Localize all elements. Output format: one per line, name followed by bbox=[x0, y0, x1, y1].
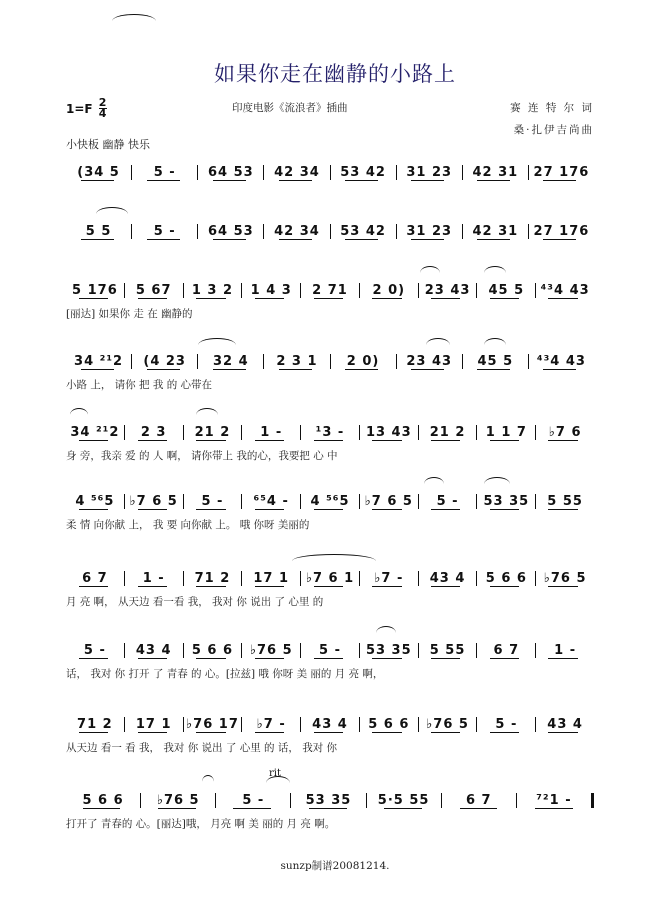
beam-line bbox=[384, 808, 422, 809]
lyric-line: [丽达] 如果你 走 在 幽静的 bbox=[66, 308, 193, 320]
measure: 5 55 bbox=[535, 494, 594, 509]
notation-row bbox=[66, 791, 594, 809]
measure: ♭7 6 1 bbox=[300, 571, 359, 586]
slur-mark bbox=[426, 338, 450, 345]
beam-line bbox=[233, 808, 271, 809]
composer-credit: 桑·扎伊吉尚曲 bbox=[513, 124, 594, 136]
measure: 6 7 bbox=[476, 643, 535, 658]
beam-line bbox=[79, 586, 108, 587]
measure: 53 35 bbox=[476, 494, 535, 509]
beam-line bbox=[213, 180, 246, 181]
measure: 4 ⁵⁶5 bbox=[300, 494, 359, 509]
measure: 5 6 6 bbox=[359, 717, 418, 732]
beam-line bbox=[372, 658, 401, 659]
beam-lines bbox=[66, 369, 594, 375]
measure: 43 4 bbox=[535, 717, 594, 732]
beam-line bbox=[279, 239, 312, 240]
beam-line bbox=[314, 658, 343, 659]
beam-line bbox=[279, 180, 312, 181]
measure: ⁴³4 43 bbox=[528, 354, 594, 369]
beam-line bbox=[431, 732, 460, 733]
measure: 2 71 bbox=[300, 283, 359, 298]
key-and-time bbox=[66, 98, 107, 119]
measure: 5·5 55 bbox=[366, 793, 441, 808]
beam-line bbox=[431, 298, 460, 299]
beam-line bbox=[314, 440, 343, 441]
beam-line bbox=[372, 586, 401, 587]
measure: 6 7 bbox=[82, 570, 108, 586]
slur-mark bbox=[484, 266, 506, 273]
beam-line bbox=[158, 808, 196, 809]
measure: 5 - bbox=[476, 717, 535, 732]
measure: 6 7 bbox=[441, 793, 516, 808]
beam-line bbox=[196, 509, 225, 510]
beam-line bbox=[345, 180, 378, 181]
measure: 32 4 bbox=[197, 354, 263, 369]
measure: ♭7 6 bbox=[535, 425, 594, 440]
measure: ♭76 5 bbox=[241, 643, 300, 658]
measure: 53 35 bbox=[290, 793, 365, 808]
beam-line bbox=[345, 239, 378, 240]
measure: 2 3 bbox=[124, 425, 183, 440]
measure: 45 5 bbox=[476, 283, 535, 298]
beam-line bbox=[411, 239, 444, 240]
measure: (4 23 bbox=[131, 354, 197, 369]
notation-row bbox=[66, 423, 594, 441]
beam-line bbox=[548, 732, 577, 733]
lyric-line: 小路 上， 请你 把 我 的 心带在 bbox=[66, 379, 213, 391]
beam-line bbox=[255, 586, 284, 587]
beam-line bbox=[460, 808, 498, 809]
beam-lines bbox=[66, 586, 594, 592]
beam-line bbox=[411, 180, 444, 181]
notation-row bbox=[66, 222, 594, 240]
beam-line bbox=[81, 369, 114, 370]
time-signature-top: 2 bbox=[98, 96, 107, 109]
song-subtitle: 印度电影《流浪者》插曲 bbox=[232, 102, 348, 114]
lyric-line bbox=[66, 247, 594, 263]
measure: 5 - bbox=[300, 643, 359, 658]
beam-line bbox=[255, 509, 284, 510]
beam-line bbox=[372, 440, 401, 441]
measure: ⁶⁵4 - bbox=[241, 494, 300, 509]
beam-line bbox=[490, 586, 519, 587]
measure: 21 2 bbox=[183, 425, 242, 440]
beam-line bbox=[490, 732, 519, 733]
slur-mark bbox=[196, 408, 218, 415]
beam-line bbox=[372, 298, 401, 299]
measure: 5 6 6 bbox=[476, 571, 535, 586]
measure: 1 - bbox=[535, 643, 594, 658]
measure: 43 4 bbox=[124, 643, 183, 658]
measure: 53 42 bbox=[330, 165, 396, 180]
measure: 2 0) bbox=[330, 354, 396, 369]
measure: 17 1 bbox=[241, 571, 300, 586]
measure: 64 53 bbox=[197, 224, 263, 239]
beam-line bbox=[490, 440, 519, 441]
measure: 1 - bbox=[241, 425, 300, 440]
beam-line bbox=[477, 180, 510, 181]
beam-line bbox=[477, 239, 510, 240]
key-signature: 1=F bbox=[66, 101, 93, 116]
measure: 5 - bbox=[183, 494, 242, 509]
measure: ♭7 6 5 bbox=[124, 494, 183, 509]
beam-line bbox=[79, 509, 108, 510]
beam-line bbox=[81, 180, 114, 181]
transcriber-note: sunzp制谱20081214. bbox=[280, 860, 390, 872]
measure: ♭7 - bbox=[359, 571, 418, 586]
beam-line bbox=[79, 658, 108, 659]
beam-line bbox=[490, 298, 519, 299]
beam-line bbox=[548, 298, 577, 299]
measure: 43 4 bbox=[300, 717, 359, 732]
slur-mark bbox=[484, 338, 506, 345]
lyric-line: 从天边 看一 看 我， 我对 你 说出 了 心里 的 话， 我对 你 bbox=[66, 742, 338, 754]
beam-line bbox=[255, 658, 284, 659]
measure: 42 34 bbox=[263, 224, 329, 239]
measure: ♭76 5 bbox=[535, 571, 594, 586]
measure: 5 5 bbox=[85, 223, 112, 239]
beam-line bbox=[196, 732, 225, 733]
beam-line bbox=[431, 440, 460, 441]
beam-line bbox=[345, 369, 378, 370]
beam-line bbox=[79, 732, 108, 733]
slur-mark bbox=[96, 207, 128, 214]
beam-line bbox=[138, 298, 167, 299]
beam-line bbox=[196, 440, 225, 441]
measure: 42 31 bbox=[462, 165, 528, 180]
measure: ♭76 5 bbox=[140, 793, 215, 808]
measure: 31 23 bbox=[396, 224, 462, 239]
beam-line bbox=[81, 239, 114, 240]
beam-line bbox=[543, 180, 576, 181]
measure: 5 55 bbox=[418, 643, 477, 658]
beam-line bbox=[147, 180, 180, 181]
beam-line bbox=[138, 440, 167, 441]
measure: 17 1 bbox=[124, 717, 183, 732]
beam-line bbox=[372, 732, 401, 733]
beam-lines bbox=[66, 658, 594, 664]
lyricist-credit: 赛 连 特 尔 词 bbox=[510, 102, 594, 114]
measure: 5 - bbox=[131, 165, 197, 180]
beam-line bbox=[477, 369, 510, 370]
measure: ♭7 6 5 bbox=[359, 494, 418, 509]
slur-mark bbox=[292, 554, 376, 561]
beam-line bbox=[147, 239, 180, 240]
beam-line bbox=[314, 509, 343, 510]
measure: 53 35 bbox=[359, 643, 418, 658]
measure: 13 43 bbox=[359, 425, 418, 440]
beam-line bbox=[147, 369, 180, 370]
slur-mark bbox=[420, 266, 440, 273]
beam-line bbox=[548, 658, 577, 659]
notation-row bbox=[66, 281, 594, 299]
time-signature-bottom: 4 bbox=[98, 107, 107, 120]
measure: ♭7 - bbox=[241, 717, 300, 732]
measure: 5 6 6 bbox=[183, 643, 242, 658]
beam-line bbox=[314, 586, 343, 587]
measure: ⁷²1 - bbox=[516, 793, 594, 808]
beam-line bbox=[138, 586, 167, 587]
measure: 71 2 bbox=[183, 571, 242, 586]
tempo-marking: 小快板 幽静 快乐 bbox=[66, 138, 150, 151]
beam-line bbox=[83, 808, 121, 809]
lyric-line: 柔 情 向你献 上， 我 要 向你献 上。 哦 你呀 美丽的 bbox=[66, 519, 310, 531]
measure: 1 3 2 bbox=[183, 283, 242, 298]
time-signature bbox=[99, 98, 107, 119]
measure: 5 176 bbox=[72, 282, 118, 298]
slur-mark bbox=[484, 477, 510, 484]
measure: 27 176 bbox=[528, 224, 594, 239]
measure: 64 53 bbox=[197, 165, 263, 180]
beam-line bbox=[138, 658, 167, 659]
measure: 23 43 bbox=[396, 354, 462, 369]
measure: 43 4 bbox=[418, 571, 477, 586]
slur-mark bbox=[112, 14, 156, 21]
notation-row bbox=[66, 352, 594, 370]
beam-line bbox=[490, 509, 519, 510]
beam-line bbox=[548, 586, 577, 587]
lyric-line bbox=[66, 188, 594, 204]
beam-line bbox=[543, 239, 576, 240]
measure: 23 43 bbox=[418, 283, 477, 298]
measure: ♭76 5 bbox=[418, 717, 477, 732]
beam-line bbox=[79, 440, 108, 441]
beam-line bbox=[279, 369, 312, 370]
beam-line bbox=[255, 732, 284, 733]
measure: 34 ²¹2 bbox=[70, 424, 120, 440]
beam-line bbox=[309, 808, 347, 809]
beam-lines bbox=[66, 440, 594, 446]
slur-mark bbox=[266, 776, 290, 783]
beam-line bbox=[314, 298, 343, 299]
beam-line bbox=[548, 440, 577, 441]
measure: 21 2 bbox=[418, 425, 477, 440]
measure: ⁴³4 43 bbox=[535, 283, 594, 298]
measure: (34 5 bbox=[77, 164, 120, 180]
beam-line bbox=[431, 509, 460, 510]
slur-mark bbox=[424, 477, 444, 484]
beam-line bbox=[490, 658, 519, 659]
beam-line bbox=[196, 658, 225, 659]
notation-row bbox=[66, 641, 594, 659]
beam-line bbox=[213, 239, 246, 240]
beam-line bbox=[543, 369, 576, 370]
beam-line bbox=[411, 369, 444, 370]
beam-lines bbox=[66, 180, 594, 186]
notation-row bbox=[66, 715, 594, 733]
measure: ♭76 17 bbox=[183, 717, 242, 732]
lyric-line: 话， 我对 你 打开 了 青春 的 心。[拉兹] 哦 你呀 美 丽的 月 亮 啊， bbox=[66, 668, 384, 680]
beam-line bbox=[79, 298, 108, 299]
beam-line bbox=[314, 732, 343, 733]
measure: 5 - bbox=[131, 224, 197, 239]
slur-mark bbox=[202, 775, 214, 782]
beam-line bbox=[431, 658, 460, 659]
measure: 34 ²¹2 bbox=[74, 353, 124, 369]
measure: 71 2 bbox=[77, 716, 113, 732]
beam-lines bbox=[66, 509, 594, 515]
measure: 1 4 3 bbox=[241, 283, 300, 298]
measure: 2 3 1 bbox=[263, 354, 329, 369]
measure: ¹3 - bbox=[300, 425, 359, 440]
beam-line bbox=[255, 298, 284, 299]
beam-line bbox=[196, 298, 225, 299]
measure: 45 5 bbox=[462, 354, 528, 369]
beam-lines bbox=[66, 808, 594, 814]
beam-line bbox=[372, 509, 401, 510]
measure: 5 - bbox=[418, 494, 477, 509]
measure: 5 67 bbox=[124, 283, 183, 298]
lyric-line: 身 旁，我亲 爱 的 人 啊， 请你带上 我的心，我要把 心 中 bbox=[66, 450, 338, 462]
lyric-line: 月 亮 啊， 从天边 看一看 我， 我对 你 说出 了 心里 的 bbox=[66, 596, 324, 608]
beam-line bbox=[535, 808, 573, 809]
beam-line bbox=[255, 440, 284, 441]
beam-line bbox=[213, 369, 246, 370]
song-title: 如果你走在幽静的小路上 bbox=[214, 62, 456, 86]
beam-line bbox=[138, 509, 167, 510]
beam-line bbox=[548, 509, 577, 510]
measure: 5 - bbox=[83, 642, 106, 658]
slur-mark bbox=[198, 338, 236, 345]
measure: 2 0) bbox=[359, 283, 418, 298]
measure: 1 - bbox=[124, 571, 183, 586]
measure: 1 1 7 bbox=[476, 425, 535, 440]
lyric-line: 打开了 青春的 心。[丽达]哦， 月亮 啊 美 丽的 月 亮 啊。 bbox=[66, 818, 336, 830]
measure: 27 176 bbox=[528, 165, 594, 180]
measure: 42 31 bbox=[462, 224, 528, 239]
measure: 53 42 bbox=[330, 224, 396, 239]
ritardando-marking: rit bbox=[269, 768, 281, 779]
measure: 5 6 6 bbox=[82, 792, 124, 808]
measure: 4 ⁵⁶5 bbox=[75, 493, 115, 509]
beam-line bbox=[431, 586, 460, 587]
beam-line bbox=[196, 586, 225, 587]
beam-lines bbox=[66, 298, 594, 304]
measure: 5 - bbox=[215, 793, 290, 808]
beam-lines bbox=[66, 732, 594, 738]
measure: 31 23 bbox=[396, 165, 462, 180]
beam-line bbox=[138, 732, 167, 733]
measure: 42 34 bbox=[263, 165, 329, 180]
slur-mark bbox=[376, 626, 396, 633]
beam-lines bbox=[66, 239, 594, 245]
slur-mark bbox=[70, 408, 88, 415]
notation-row bbox=[66, 569, 594, 587]
notation-row bbox=[66, 163, 594, 181]
notation-row bbox=[66, 492, 594, 510]
